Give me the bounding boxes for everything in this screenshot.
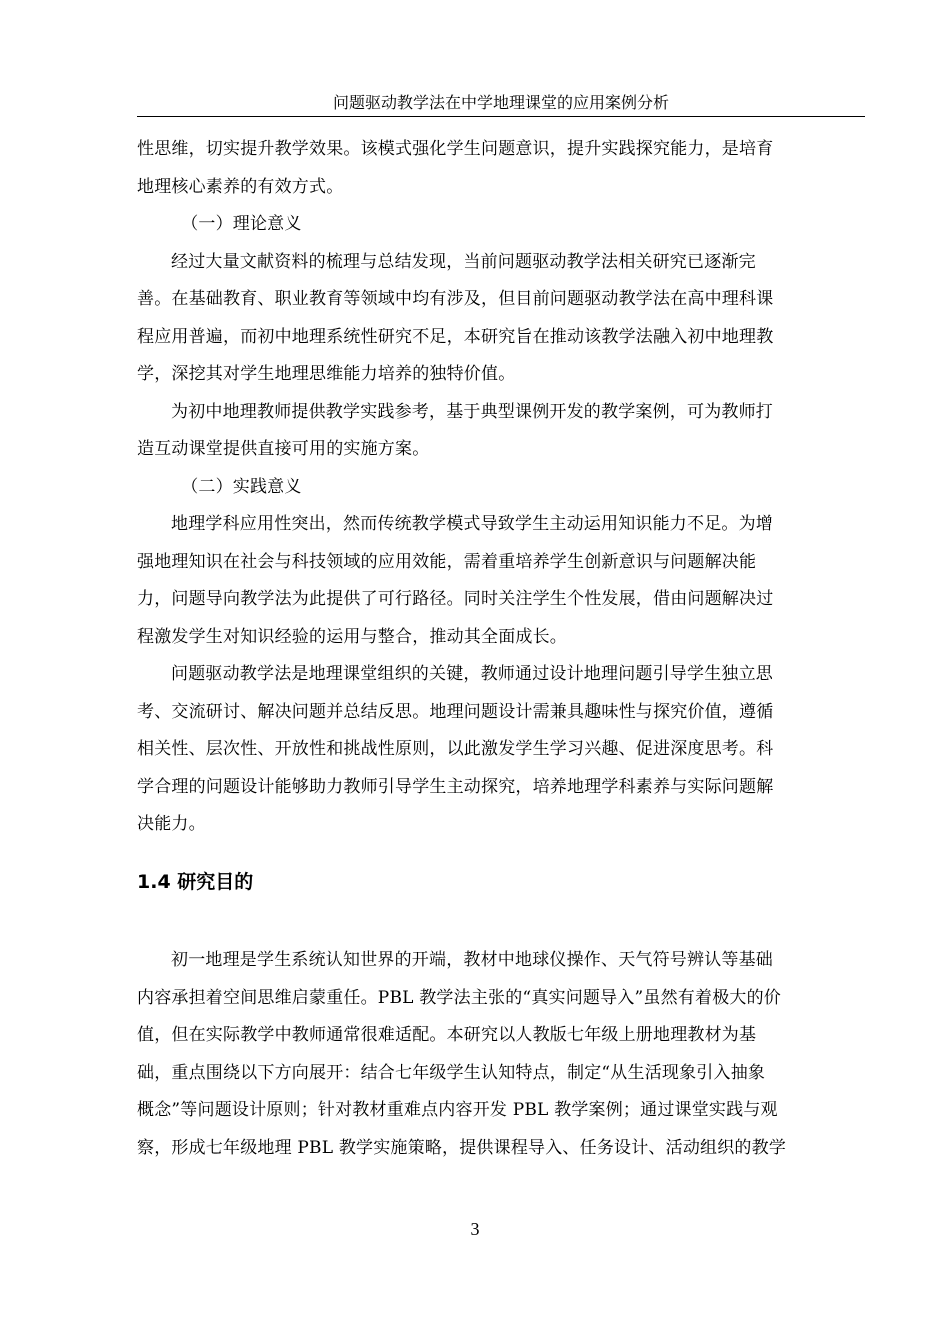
text-line: 概念”等问题设计原则；针对教材重难点内容开发 PBL 教学案例；通过课堂实践与观: [137, 1100, 778, 1120]
running-header: 问题驱动教学法在中学地理课堂的应用案例分析: [137, 92, 865, 117]
text-line: 础，重点围绕以下方向展开：结合七年级学生认知特点，制定“从生活现象引入抽象: [137, 1062, 766, 1083]
text-line: 学合理的问题设计能够助力教师引导学生主动探究，培养地理学科素养与实际问题解: [137, 776, 774, 797]
theory-paragraph-2: [137, 394, 849, 469]
subheading-theory: [137, 206, 849, 244]
practice-paragraph-1: [137, 506, 849, 656]
text-line: 程激发学生对知识经验的运用与整合，推动其全面成长。: [137, 626, 567, 647]
text-line: 强地理知识在社会与科技领域的应用效能，需着重培养学生创新意识与问题解决能: [137, 551, 757, 572]
practice-paragraph-2: [137, 656, 849, 844]
text-line: 地理学科应用性突出，然而传统教学模式导致学生主动运用知识能力不足。为增: [171, 514, 773, 534]
subheading-text: （一）理论意义: [181, 214, 302, 234]
intro-paragraph: [137, 131, 849, 206]
text-line: 初一地理是学生系统认知世界的开端，教材中地球仪操作、天气符号辨认等基础: [171, 950, 773, 970]
text-line: 经过大量文献资料的梳理与总结发现，当前问题驱动教学法相关研究已逐渐完: [171, 251, 756, 272]
text-line: 决能力。: [137, 814, 206, 834]
text-line: 地理核心素养的有效方式。: [137, 176, 344, 197]
subheading-text: （二）实践意义: [181, 476, 302, 497]
text-line: 程应用普遍，而初中地理系统性研究不足，本研究旨在推动该教学法融入初中地理教: [137, 326, 774, 347]
text-line: 善。在基础教育、职业教育等领域中均有涉及，但目前问题驱动教学法在高中理科课: [137, 289, 774, 309]
text-line: 造互动课堂提供直接可用的实施方案。: [137, 439, 430, 459]
text-line: 察，形成七年级地理 PBL 教学实施策略，提供课程导入、任务设计、活动组织的教学: [137, 1137, 787, 1158]
text-line: 为初中地理教师提供教学实践参考，基于典型课例开发的教学案例，可为教师打: [171, 401, 773, 422]
text-line: 学，深挖其对学生地理思维能力培养的独特价值。: [137, 364, 516, 384]
text-line: 问题驱动教学法是地理课堂组织的关键，教师通过设计地理问题引导学生独立思: [171, 664, 773, 684]
text-line: 考、交流研讨、解决问题并总结反思。地理问题设计需兼具趣味性与探究价值，遵循: [137, 701, 774, 722]
section-heading: 1.4 研究目的: [137, 871, 254, 893]
text-line: 力，问题导向教学法为此提供了可行路径。同时关注学生个性发展，借由问题解决过: [137, 589, 774, 609]
body-text-upper: [137, 131, 849, 844]
text-line: 性思维，切实提升教学效果。该模式强化学生问题意识，提升实践探究能力，是培育: [137, 139, 774, 159]
text-line: 值，但在实际教学中教师通常很难适配。本研究以人教版七年级上册地理教材为基: [137, 1025, 757, 1045]
section-paragraph: [137, 942, 849, 1167]
theory-paragraph-1: [137, 244, 849, 394]
text-line: 相关性、层次性、开放性和挑战性原则，以此激发学生学习兴趣、促进深度思考。科: [137, 739, 774, 759]
body-text-lower: [137, 942, 849, 1167]
subheading-practice: [137, 469, 849, 507]
text-line: 内容承担着空间思维启蒙重任。PBL 教学法主张的“真实问题导入”虽然有着极大的价: [137, 987, 782, 1008]
page-number: 3: [470, 1219, 480, 1239]
